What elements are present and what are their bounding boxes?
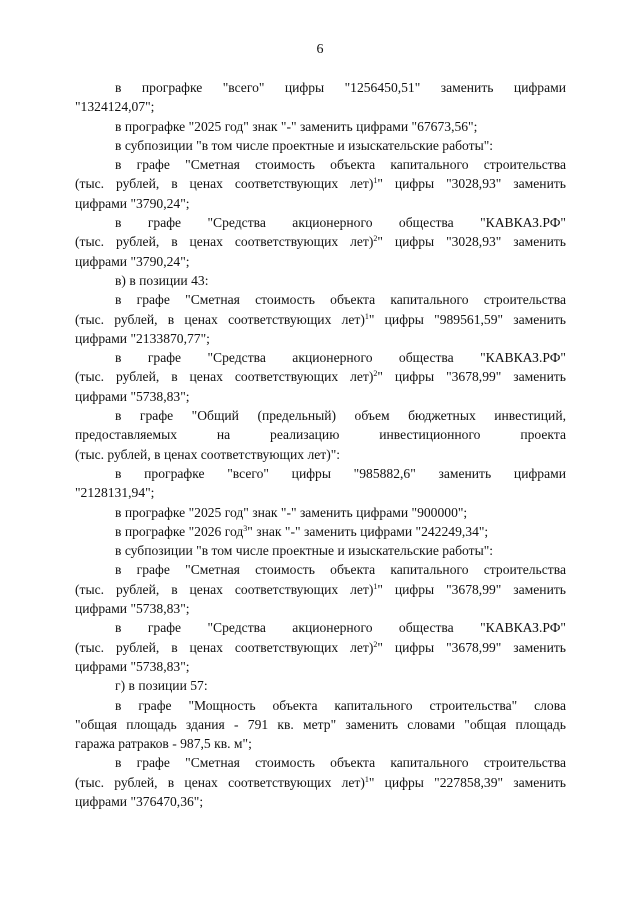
text-line	[75, 425, 566, 444]
text-segment: в графе "Сметная стоимость объекта капитального строительства	[115, 157, 566, 173]
text-segment: цифрами "5738,83";	[75, 601, 190, 617]
text-segment: (тыс. рублей, в ценах соответствующих лет)	[75, 176, 374, 192]
text-segment: в графе "Сметная стоимость объекта капитального строительства	[115, 292, 566, 308]
text-segment: "1324124,07";	[75, 99, 155, 115]
text-segment: цифрами "376470,36";	[75, 793, 204, 809]
text-line	[75, 271, 566, 290]
text-line	[75, 483, 566, 502]
text-segment: в прографке "2025 год" знак "-" заменить цифрами "67673,56";	[115, 118, 478, 134]
text-line	[75, 715, 566, 734]
text-segment: (тыс. рублей, в ценах соответствующих лет)	[75, 581, 374, 597]
text-segment: (тыс. рублей, в ценах соответствующих лет)	[75, 369, 374, 385]
text-segment: в) в позиции 43:	[115, 272, 209, 288]
footnote-mark: 1	[373, 581, 378, 591]
text-line	[75, 136, 566, 155]
text-line	[75, 522, 566, 541]
text-segment: в графе "Общий (предельный) объем бюджетных инвестиций,	[115, 408, 566, 424]
text-segment: в графе "Мощность объекта капитального строительства" слова	[115, 697, 566, 713]
text-line	[75, 696, 566, 715]
text-segment: в графе "Средства акционерного общества "КАВКАЗ.РФ"	[115, 215, 566, 231]
text-segment: (тыс. рублей, в ценах соответствующих лет)	[75, 639, 374, 655]
text-line	[75, 580, 566, 599]
text-segment: цифрами "3790,24";	[75, 253, 190, 269]
text-segment: (тыс. рублей, в ценах соответствующих лет)":	[75, 446, 341, 462]
text-line	[75, 117, 566, 136]
text-line	[75, 290, 566, 309]
text-segment: цифрами "5738,83";	[75, 388, 190, 404]
text-line	[75, 734, 566, 753]
footnote-mark: 2	[373, 639, 378, 649]
text-segment: "2128131,94";	[75, 485, 155, 501]
text-line	[75, 618, 566, 637]
text-segment: в графе "Сметная стоимость объекта капитального строительства	[115, 755, 566, 771]
text-line	[75, 657, 566, 676]
footnote-mark: 2	[373, 234, 378, 244]
text-segment: г) в позиции 57:	[115, 678, 208, 694]
text-line	[75, 599, 566, 618]
text-segment: " цифры "989561,59" заменить	[368, 311, 566, 327]
text-line	[75, 310, 566, 329]
text-line	[75, 773, 566, 792]
text-line	[75, 406, 566, 425]
text-line	[75, 464, 566, 483]
text-line	[75, 155, 566, 174]
text-line	[75, 194, 566, 213]
text-segment: в графе "Средства акционерного общества "КАВКАЗ.РФ"	[115, 350, 566, 366]
text-segment: (тыс. рублей, в ценах соответствующих лет)	[75, 234, 374, 250]
text-line	[75, 503, 566, 522]
text-segment: в графе "Средства акционерного общества "КАВКАЗ.РФ"	[115, 620, 566, 636]
text-line	[75, 445, 566, 464]
text-line	[75, 638, 566, 657]
text-segment: (тыс. рублей, в ценах соответствующих лет)	[75, 774, 365, 790]
footnote-mark: 3	[243, 523, 248, 533]
footnote-mark: 1	[373, 176, 378, 186]
page-number: 6	[316, 42, 324, 57]
text-line	[75, 753, 566, 772]
text-segment: " цифры "3678,99" заменить	[377, 581, 566, 597]
text-segment: в прографке "2025 год" знак "-" заменить цифрами "900000";	[115, 504, 468, 520]
text-segment: предоставляемых на реализацию инвестиционного проекта	[75, 427, 566, 443]
text-segment: " цифры "3028,93" заменить	[377, 176, 566, 192]
text-segment: в прографке "всего" цифры "1256450,51" заменить цифрами	[115, 80, 566, 95]
text-line	[75, 252, 566, 271]
text-segment: в субпозиции "в том числе проектные и изыскательские работы":	[115, 137, 494, 153]
text-line	[75, 792, 566, 811]
text-line	[75, 560, 566, 579]
text-line	[75, 348, 566, 367]
text-line	[75, 232, 566, 251]
text-line	[75, 676, 566, 695]
text-segment: "общая площадь здания - 791 кв. метр" заменить словами "общая площадь	[75, 716, 566, 732]
text-segment: цифрами "5738,83";	[75, 658, 190, 674]
text-segment: цифрами "2133870,77";	[75, 330, 210, 346]
footnote-mark: 2	[373, 369, 378, 379]
text-segment: " цифры "3028,93" заменить	[377, 234, 566, 250]
footnote-mark: 1	[364, 311, 369, 321]
text-line	[75, 174, 566, 193]
text-line	[75, 78, 566, 97]
text-line	[75, 367, 566, 386]
text-line	[75, 329, 566, 348]
text-line	[75, 387, 566, 406]
text-segment: гаража ратраков - 987,5 кв. м";	[75, 736, 252, 752]
document-body	[75, 78, 566, 811]
text-line	[75, 97, 566, 116]
text-line	[75, 213, 566, 232]
text-segment: " цифры "3678,99" заменить	[377, 639, 566, 655]
text-line	[75, 541, 566, 560]
text-segment: в прографке "2026 год	[115, 523, 244, 539]
text-segment: в прографке "всего" цифры "985882,6" заменить цифрами	[115, 465, 566, 481]
text-segment: в графе "Сметная стоимость объекта капитального строительства	[115, 562, 566, 578]
footnote-mark: 1	[364, 774, 369, 784]
text-segment: " цифры "227858,39" заменить	[368, 774, 566, 790]
text-segment: (тыс. рублей, в ценах соответствующих лет)	[75, 311, 365, 327]
text-segment: " знак "-" заменить цифрами "242249,34";	[247, 523, 489, 539]
text-segment: в субпозиции "в том числе проектные и изыскательские работы":	[115, 543, 494, 559]
text-segment: цифрами "3790,24";	[75, 195, 190, 211]
text-segment: " цифры "3678,99" заменить	[377, 369, 566, 385]
